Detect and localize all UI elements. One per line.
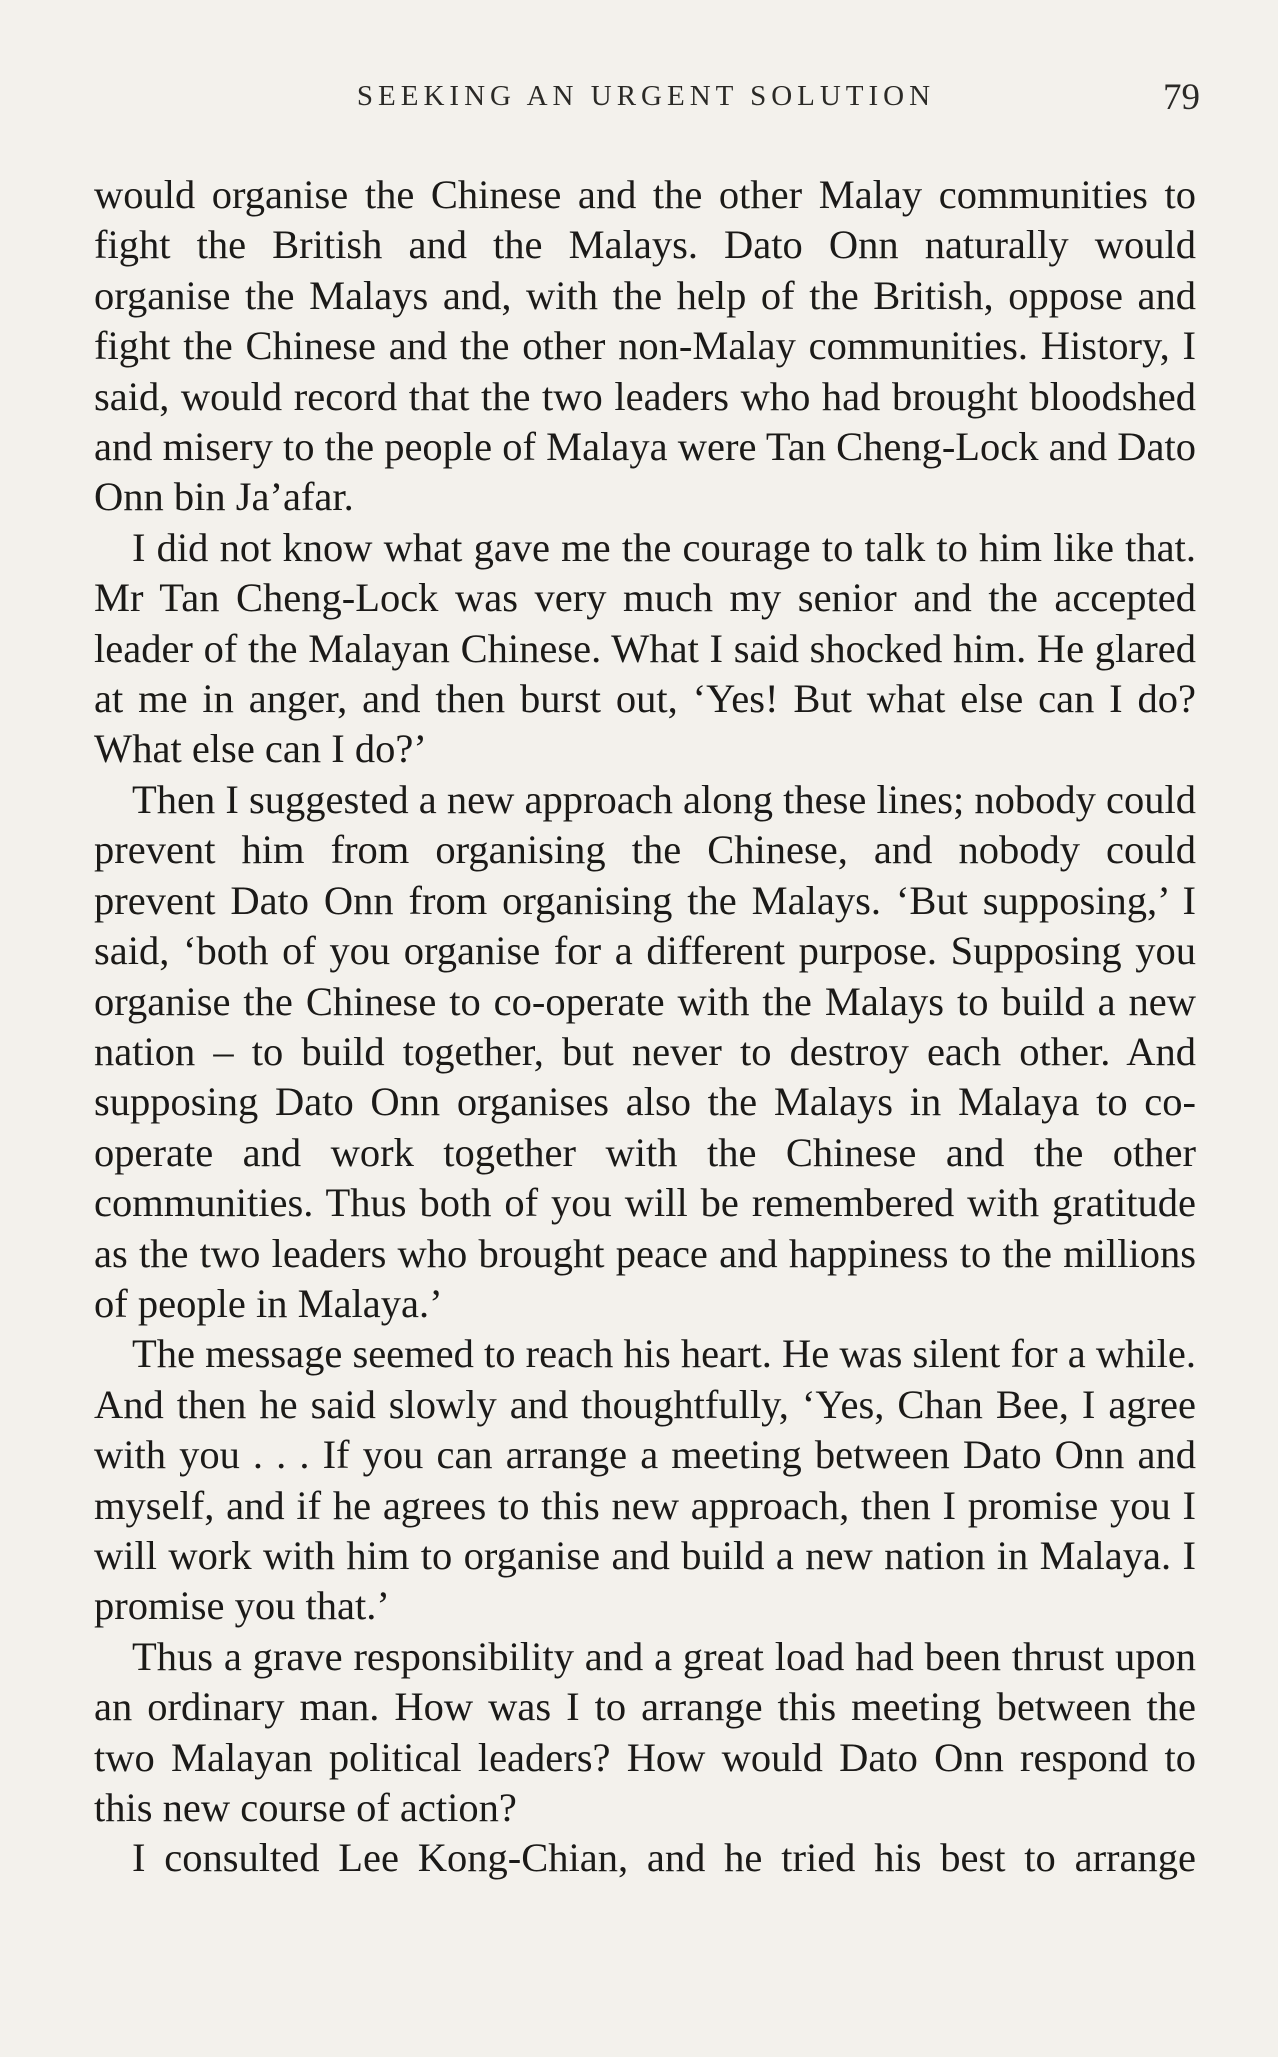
paragraph: I did not know what gave me the courage to talk to him like that. Mr Tan Cheng-Lock was very much my senior and the accepted leader of the Malayan Chinese. What I said shocked him. He glared at me in anger, and then burst out, ‘Yes! But what else can I do? What else can I do?’ <box>94 524 1196 772</box>
running-title: SEEKING AN URGENT SOLUTION <box>356 80 936 112</box>
page-number: 79 <box>1163 77 1200 118</box>
running-head <box>92 76 1200 126</box>
paragraph: The message seemed to reach his heart. He was silent for a while. And then he said slowly and thoughtfully, ‘Yes, Chan Bee, I agree with you . . . If you can arrange a meeting between Dato Onn and myself, and if he agrees to this new approach, then I promise you I will work with him to organise and build a new nation in Malaya. I promise you that.’ <box>94 1331 1196 1629</box>
body-text <box>94 170 1196 1884</box>
paragraph: Thus a grave responsibility and a great load had been thrust upon an ordinary man. How was I to arrange this meeting between the two Malayan political leaders? How would Dato Onn respond to this new course of action? <box>94 1633 1196 1830</box>
paragraph-continued: would organise the Chinese and the other Malay communities to fight the British and the Malays. Dato Onn naturally would organise the Malays and, with the help of the British, oppose and fight the Chinese and the other non-Malay communities. History, I said, would record that the two leaders who had brought bloodshed and misery to the people of Malaya were Tan Cheng-Lock and Dato Onn bin Ja’afar. <box>94 172 1196 520</box>
paragraph: Then I suggested a new approach along these lines; nobody could prevent him from organising the Chinese, and nobody could prevent Dato Onn from organising the Malays. ‘But supposing,’ I said, ‘both of you organise for a different purpose. Supposing you organise the Chinese to co-operate with the Malays to build a new nation – to build together, but never to destroy each other. And supposing Dato Onn organises also the Malays in Malaya to co-operate and work together with the Chinese and the other communities. Thus both of you will be remembered with gratitude as the two leaders who brought peace and happiness to the millions of people in Malaya.’ <box>94 776 1196 1326</box>
paragraph-continues-next-page: I consulted Lee Kong-Chian, and he tried his best to arrange <box>132 1835 1196 1881</box>
